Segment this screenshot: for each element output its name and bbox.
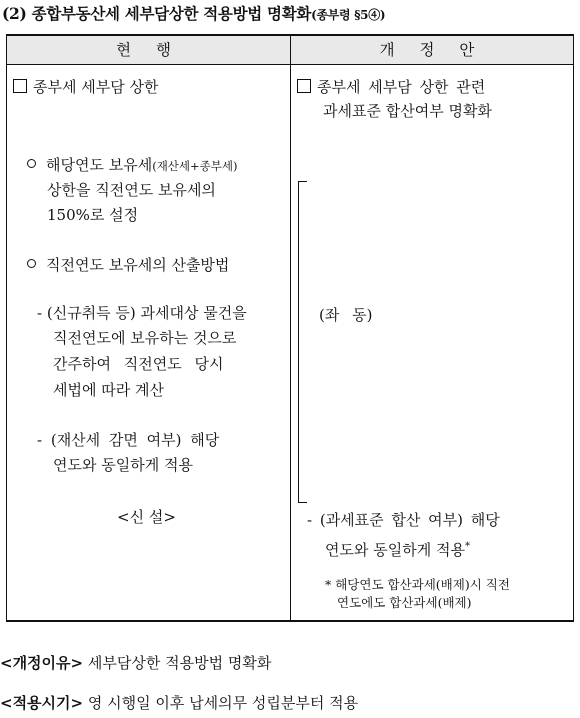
checkbox-square-icon [297,79,311,93]
current-bullet-1-line3: 150%로 설정 [47,206,139,224]
column-divider [290,36,291,620]
circle-bullet-icon [27,259,36,268]
revised-item-title: 종부세 세부담 상한 관련 [297,76,485,98]
circle-bullet-icon [27,159,36,168]
current-bullet-1-line2: 상한을 직전연도 보유세의 [47,181,216,199]
comparison-table [6,34,574,622]
checkbox-square-icon [13,79,27,93]
revised-note-line2: 연도에도 합산과세(배제) [337,595,472,610]
revised-sub-line1: - (과세표준 합산 여부) 해당 [307,511,500,529]
amendment-reason: <개정이유> 세부담상한 적용방법 명확화 [0,654,272,672]
current-bullet-1: 해당연도 보유세(재산세+종부세) [27,154,237,177]
revised-note-line1: * 해당연도 합산과세(배제)시 직전 [325,577,510,592]
header-revised: 개 정 안 [379,41,485,59]
current-sub-1-line3: 간주하여 직전연도 당시 [53,355,224,373]
current-sub-1-line4: 세법에 따라 계산 [53,381,164,399]
current-sub-1-line1: - (신규취득 등) 과세대상 물건을 [37,304,247,322]
section-heading [2,2,385,24]
header-current: 현 행 [116,41,181,59]
heading-reference: (종부령 §5④) [311,8,386,22]
heading-text: (2) 종합부동산세 세부담상한 적용방법 명확화 [2,4,312,23]
revised-sub-line2: 연도와 동일하게 적용* [325,541,470,559]
application-timing: <적용시기> 영 시행일 이후 납세의무 성립분부터 적용 [0,694,359,712]
current-sub-2-line2: 연도와 동일하게 적용 [53,456,193,474]
current-sub-1-line2: 직전연도에 보유하는 것으로 [53,329,237,347]
current-sub-2-line1: - (재산세 감면 여부) 해당 [37,431,220,449]
revised-same-label: (좌 동) [319,306,373,324]
revised-item-title-line2: 과세표준 합산여부 명확화 [323,102,492,120]
same-as-left-bracket [298,181,307,503]
current-item-title: 종부세 세부담 상한 [13,76,158,98]
current-new-label: <신 설> [117,508,176,526]
current-bullet-2: 직전연도 보유세의 산출방법 [27,254,229,276]
